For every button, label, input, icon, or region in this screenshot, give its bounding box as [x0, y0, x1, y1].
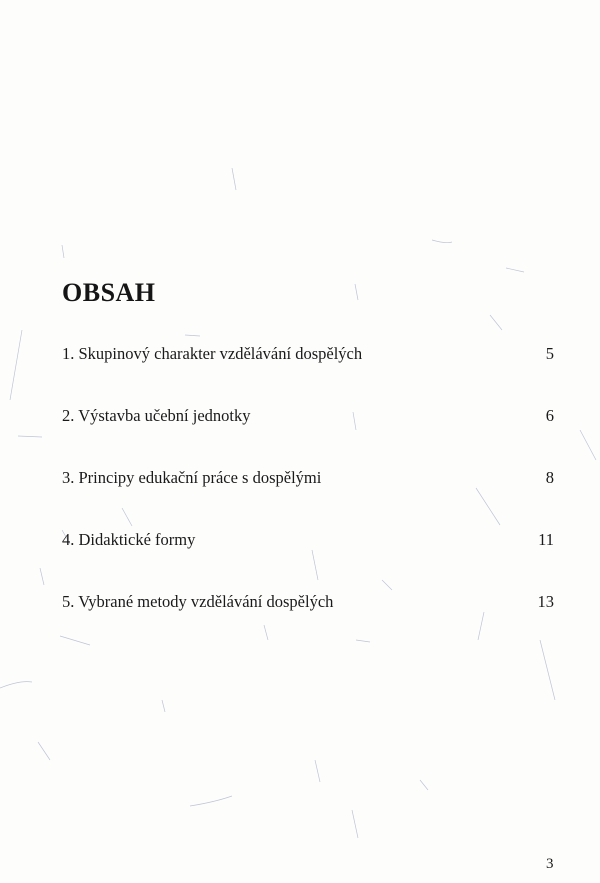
page-title: OBSAH	[62, 278, 156, 307]
toc-entry-page: 5	[545, 344, 554, 363]
toc-entry-page: 6	[545, 406, 554, 425]
toc-entry	[62, 405, 554, 467]
toc-entry-title: 5. Vybrané metody vzdělávání dospělých	[62, 592, 334, 611]
page-number: 3	[546, 856, 554, 872]
toc-entry-title: 1. Skupinový charakter vzdělávání dospělých	[62, 344, 363, 363]
toc-entry-title: 2. Výstavba učební jednotky	[62, 406, 251, 425]
toc-entry	[62, 591, 554, 653]
toc-entry-page: 8	[545, 468, 554, 487]
toc-entry-page: 11	[538, 530, 554, 549]
toc-entry-page: 13	[537, 592, 554, 611]
toc-entry	[62, 343, 554, 405]
toc-entry-title: 4. Didaktické formy	[62, 530, 196, 549]
toc-entry-title: 3. Principy edukační práce s dospělými	[62, 468, 322, 487]
toc-entry	[62, 529, 554, 591]
toc-entry	[62, 467, 554, 529]
table-of-contents	[62, 343, 554, 653]
